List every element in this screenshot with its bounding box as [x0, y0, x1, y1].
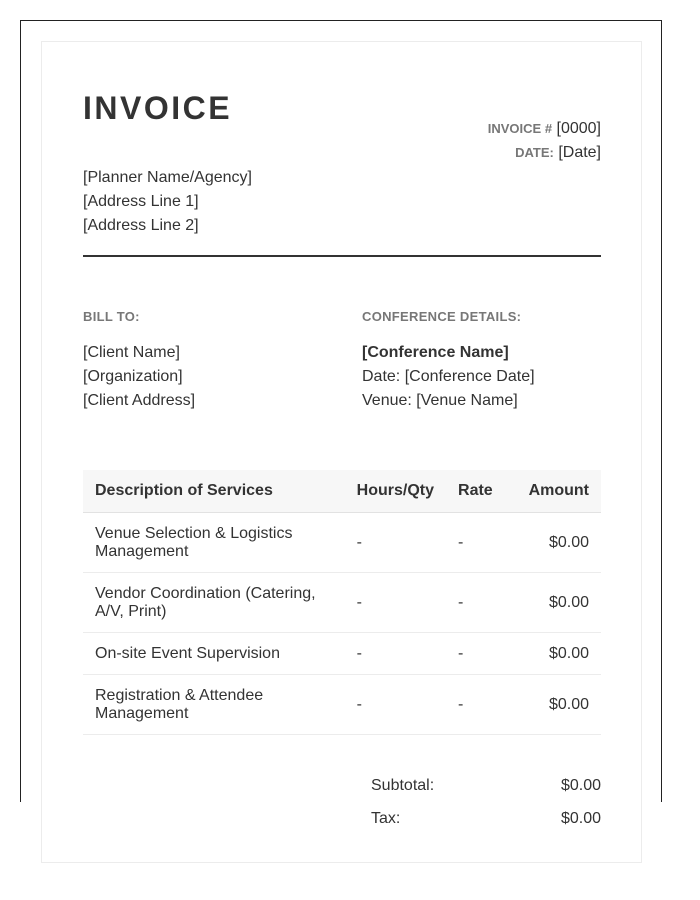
service-amount: $0.00	[510, 573, 601, 633]
conference-details-label: CONFERENCE DETAILS:	[362, 309, 522, 324]
service-rate: -	[446, 675, 510, 735]
tax-row	[371, 810, 601, 828]
subtotal-value: $0.00	[560, 777, 601, 794]
service-qty: -	[345, 633, 446, 675]
table-row	[83, 675, 601, 735]
client-address: [Client Address]	[83, 392, 196, 409]
table-row	[83, 633, 601, 675]
conference-venue: Venue: [Venue Name]	[362, 392, 518, 409]
service-qty: -	[345, 573, 446, 633]
service-qty: -	[345, 675, 446, 735]
invoice-frame	[20, 20, 662, 827]
service-description: Venue Selection & Logistics Management	[83, 513, 345, 573]
conference-date: Date: [Conference Date]	[362, 368, 535, 385]
service-qty: -	[345, 513, 446, 573]
client-organization: [Organization]	[83, 368, 183, 385]
planner-address-line-1: [Address Line 1]	[83, 193, 199, 210]
service-amount: $0.00	[510, 633, 601, 675]
invoice-number-value: [0000]	[556, 120, 601, 137]
header-divider	[83, 255, 601, 257]
service-amount: $0.00	[510, 513, 601, 573]
client-name: [Client Name]	[83, 344, 180, 361]
invoice-date-label: DATE:	[515, 145, 554, 160]
invoice-title: INVOICE	[83, 90, 233, 126]
col-header-hours-qty: Hours/Qty	[345, 470, 446, 513]
col-header-description: Description of Services	[83, 470, 345, 513]
service-description: Vendor Coordination (Catering, A/V, Print)	[83, 573, 345, 633]
subtotal-label: Subtotal:	[371, 777, 435, 794]
table-row	[83, 573, 601, 633]
invoice-number-label: INVOICE #	[487, 121, 553, 136]
service-amount: $0.00	[510, 675, 601, 735]
planner-address-line-2: [Address Line 2]	[83, 217, 199, 234]
table-row	[83, 513, 601, 573]
conference-name: [Conference Name]	[362, 344, 509, 361]
invoice-date-value: [Date]	[558, 144, 601, 161]
invoice-date-row	[515, 144, 601, 162]
invoice-page	[41, 41, 642, 863]
service-description: Registration & Attendee Management	[83, 675, 345, 735]
service-rate: -	[446, 513, 510, 573]
services-table	[83, 470, 601, 735]
service-rate: -	[446, 633, 510, 675]
service-rate: -	[446, 573, 510, 633]
invoice-number-row	[488, 120, 601, 138]
planner-name: [Planner Name/Agency]	[83, 169, 252, 186]
tax-value: $0.00	[560, 810, 601, 827]
table-header-row	[83, 470, 601, 513]
tax-label: Tax:	[371, 810, 401, 827]
col-header-amount: Amount	[510, 470, 601, 513]
bill-to-label: BILL TO:	[83, 309, 140, 324]
col-header-rate: Rate	[446, 470, 510, 513]
subtotal-row	[371, 777, 601, 795]
service-description: On-site Event Supervision	[83, 633, 345, 675]
